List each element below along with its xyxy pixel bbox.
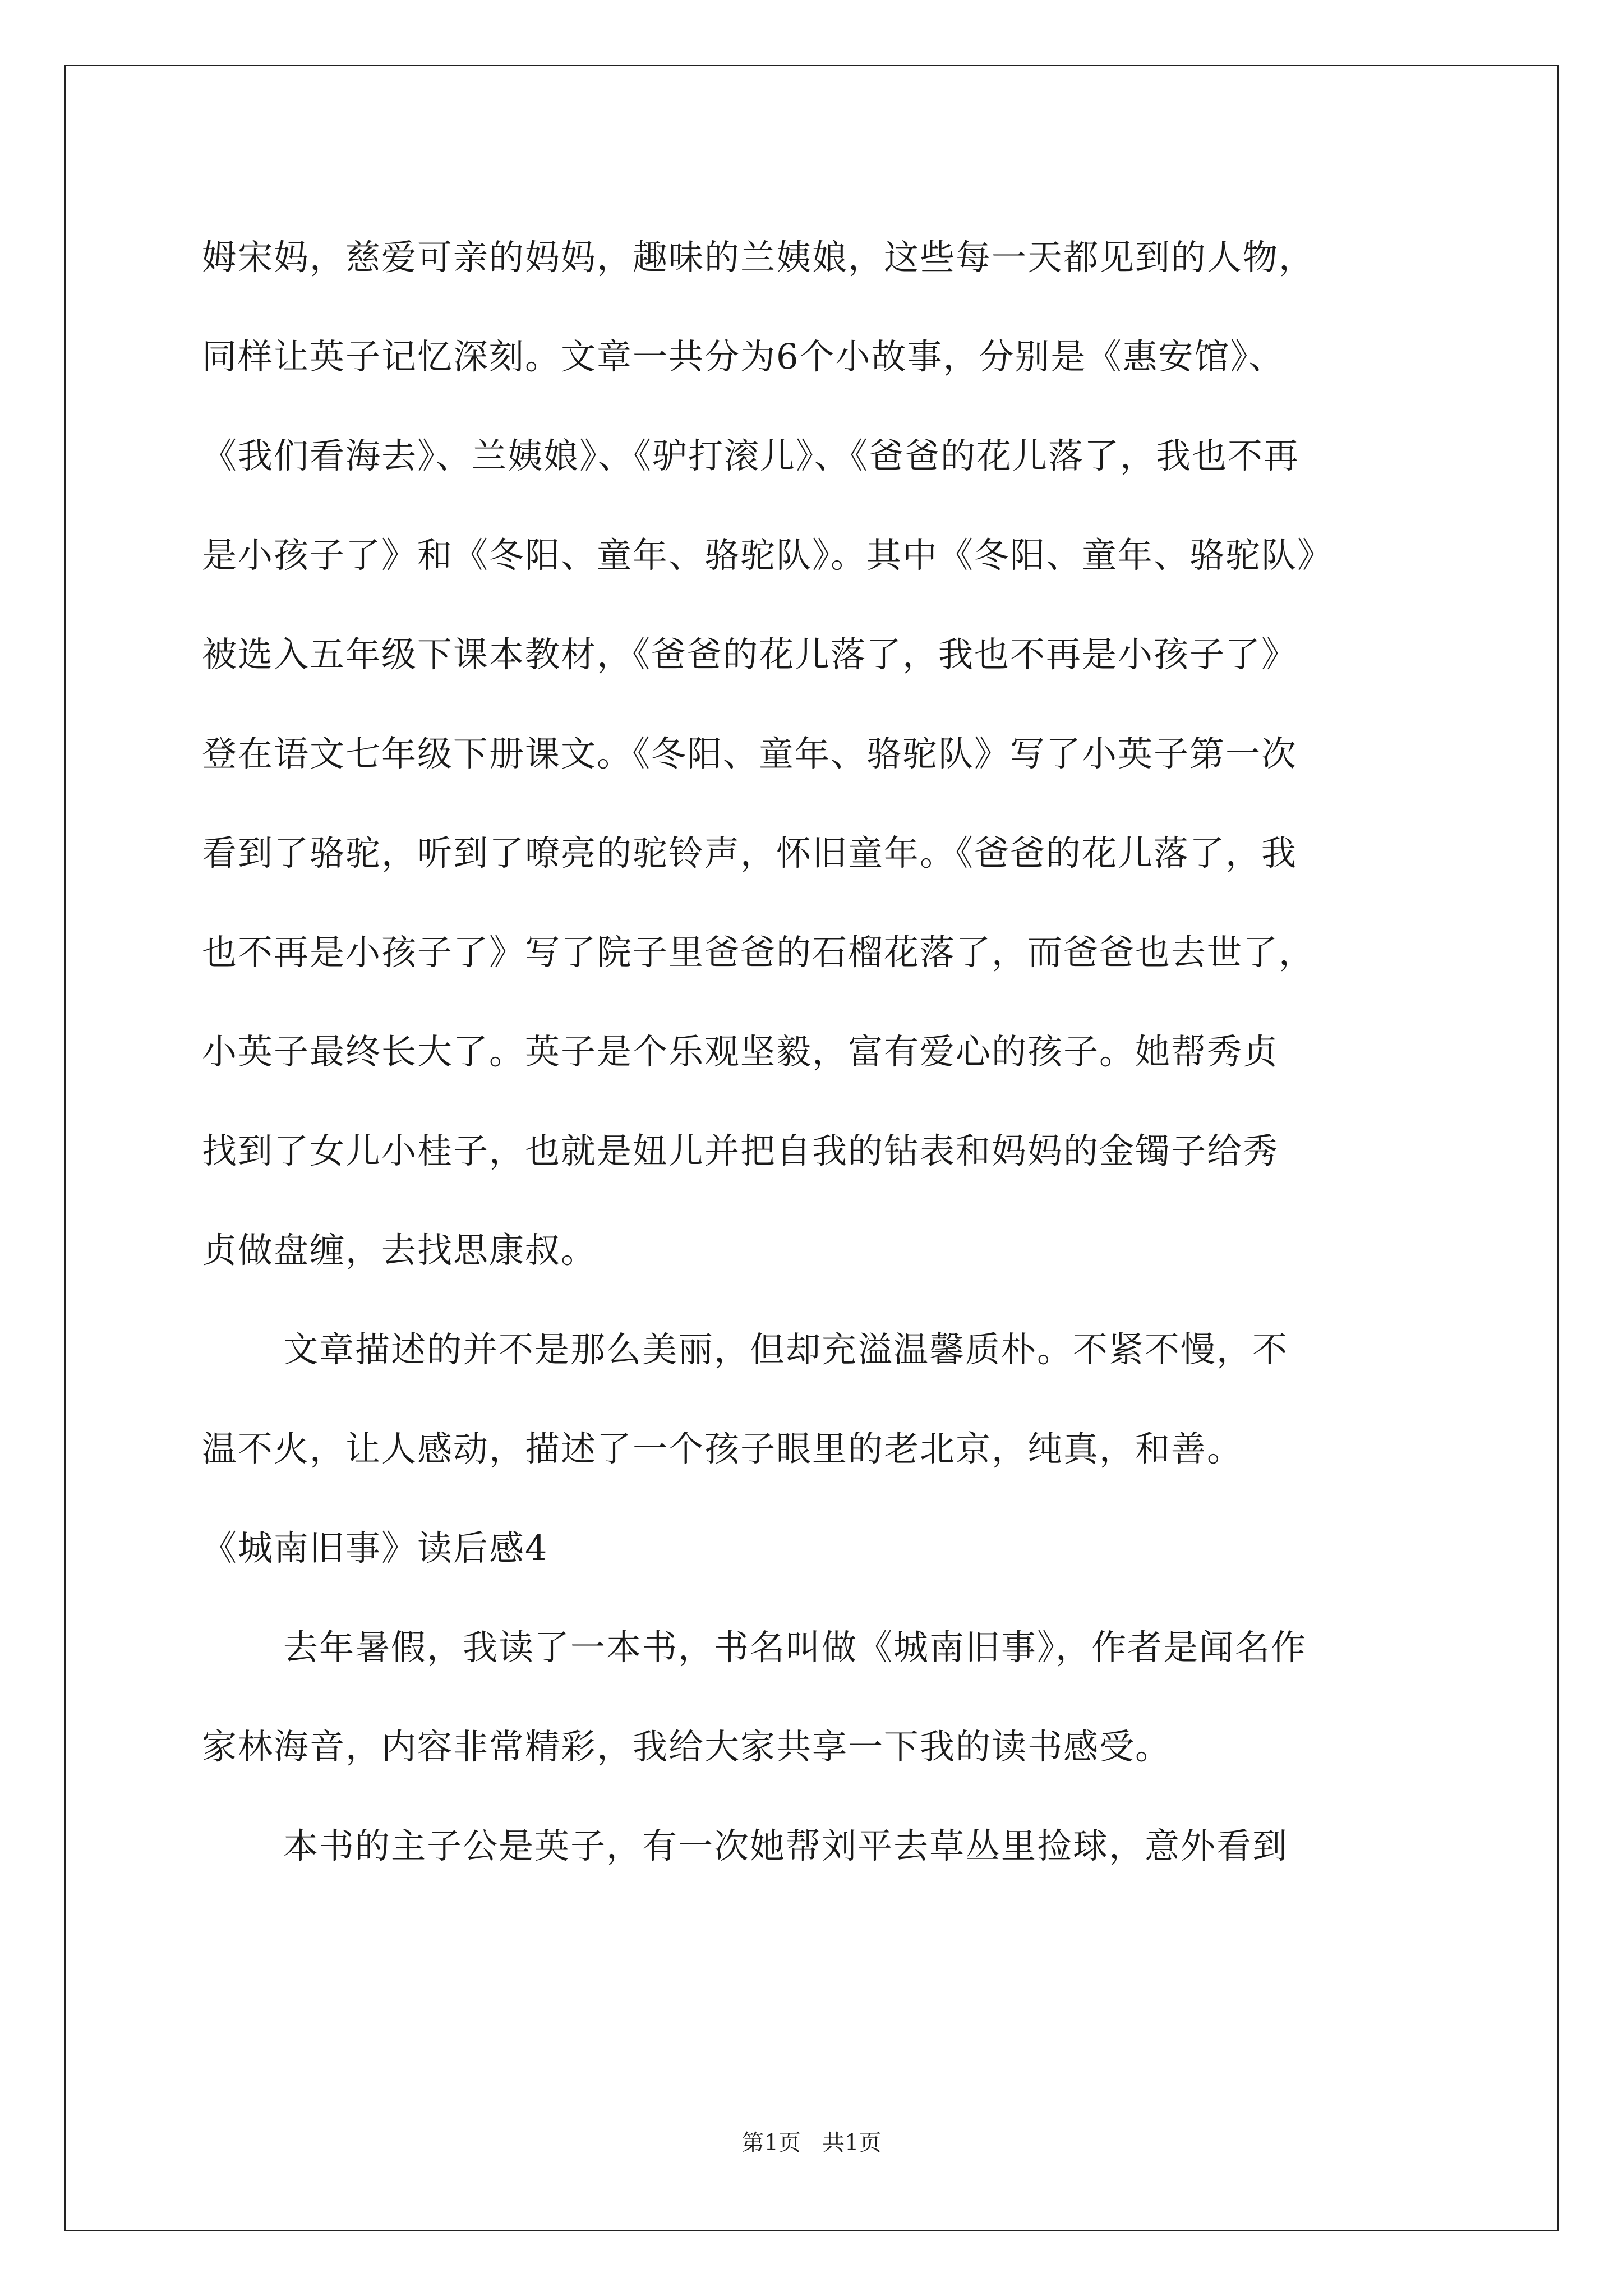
paragraph-first-line: 本书的主子公是英子，有一次她帮刘平去草丛里捡球，意外看到 xyxy=(283,1825,1289,1866)
text-line: 小英子最终长大了。英子是个乐观坚毅，富有爱心的孩子。她帮秀贞 xyxy=(202,1031,1279,1072)
text-line: 同样让英子记忆深刻。文章一共分为6个小故事，分别是《惠安馆》、 xyxy=(202,336,1285,377)
text-line: 家林海音，内容非常精彩，我给大家共享一下我的读书感受。 xyxy=(202,1726,1172,1767)
page-footer: 第1页 共1页 xyxy=(741,2130,882,2156)
paragraph-first-line: 去年暑假，我读了一本书，书名叫做《城南旧事》，作者是闻名作 xyxy=(283,1627,1307,1668)
text-line: 温不火，让人感动，描述了一个孩子眼里的老北京，纯真，和善。 xyxy=(202,1428,1243,1469)
text-line: 姆宋妈，慈爱可亲的妈妈，趣味的兰姨娘，这些每一天都见到的人物， xyxy=(202,237,1315,278)
paragraph-first-line: 文章描述的并不是那么美丽，但却充溢温馨质朴。不紧不慢，不 xyxy=(283,1329,1289,1370)
text-line: 是小孩子了》和《冬阳、童年、骆驼队》。其中《冬阳、童年、骆驼队》 xyxy=(202,535,1334,576)
text-line: 《我们看海去》、兰姨娘》、《驴打滚儿》、《爸爸的花儿落了，我也不再 xyxy=(202,435,1300,476)
text-line: 被选入五年级下课本教材，《爸爸的花儿落了，我也不再是小孩子了》 xyxy=(202,634,1298,675)
text-line: 贞做盘缠，去找思康叔。 xyxy=(202,1230,597,1271)
text-line: 登在语文七年级下册课文。《冬阳、童年、骆驼队》写了小英子第一次 xyxy=(202,733,1298,774)
section-heading: 《城南旧事》读后感4 xyxy=(202,1527,548,1568)
text-line: 找到了女儿小桂子，也就是妞儿并把自我的钻表和妈妈的金镯子给秀 xyxy=(202,1130,1279,1171)
text-line: 也不再是小孩子了》写了院子里爸爸的石榴花落了，而爸爸也去世了， xyxy=(202,932,1315,973)
document-body xyxy=(202,208,1436,1895)
text-line: 看到了骆驼，听到了嘹亮的驼铃声，怀旧童年。《爸爸的花儿落了，我 xyxy=(202,832,1298,873)
